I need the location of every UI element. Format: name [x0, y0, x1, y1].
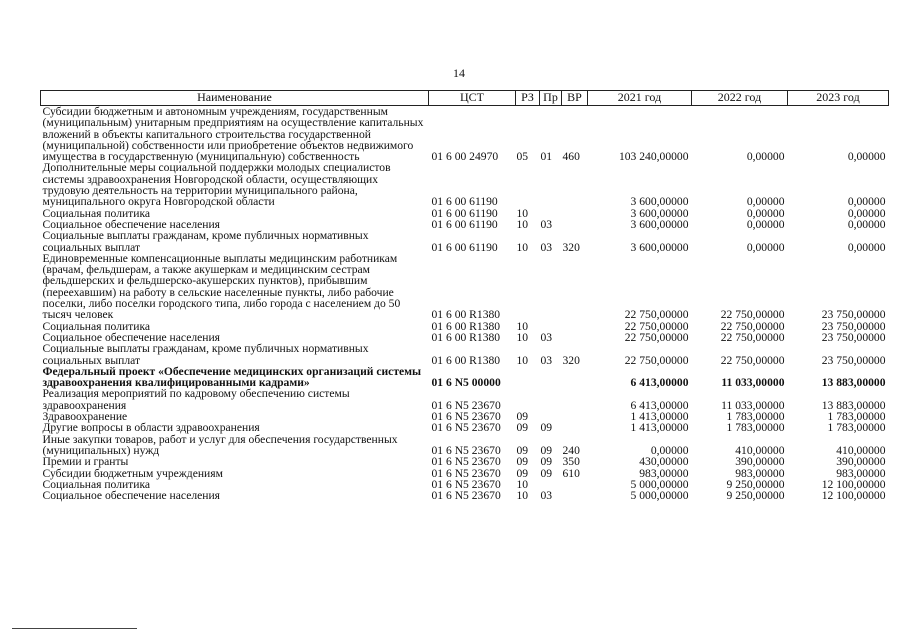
row-vr: 320: [562, 353, 580, 367]
row-amount-2023: 390,00000: [836, 455, 886, 469]
row-pr: [540, 366, 562, 389]
row-amount-2022: 0,00000: [746, 240, 785, 254]
row-amount-2021: 22 750,00000: [624, 319, 689, 333]
row-amount-2021: 0,00000: [650, 443, 689, 457]
table-row: [41, 490, 889, 501]
budget-table: [40, 90, 889, 501]
row-amount-2021: 103 240,00000: [618, 150, 689, 164]
header-2021: 2021 год: [588, 91, 692, 106]
row-vr: [562, 162, 588, 207]
row-rz: 10: [516, 477, 529, 491]
table-row: [41, 366, 889, 389]
row-vr: [562, 366, 588, 389]
row-amount-2023: 23 750,00000: [821, 330, 886, 344]
row-rz: 10: [516, 489, 529, 503]
row-name: Субсидии бюджетным учреждениям: [42, 466, 223, 480]
row-vr: 350: [562, 455, 580, 469]
row-cst: 01 6 00 61190: [431, 217, 498, 231]
table-row: [41, 422, 889, 433]
row-cst: 01 6 00 61190: [431, 240, 498, 254]
row-amount-2022: 9 250,00000: [726, 489, 785, 503]
row-amount-2021: 22 750,00000: [624, 353, 689, 367]
row-vr: [562, 332, 588, 343]
row-cst: 01 6 00 61190: [431, 206, 498, 220]
row-cst: 01 6 00 R1380: [431, 308, 501, 322]
page-number: 14: [453, 66, 465, 80]
row-pr: 03: [540, 330, 553, 344]
row-rz: 09: [516, 421, 529, 435]
header-vr: ВР: [562, 91, 588, 106]
row-name: Единовременные компенсационные выплаты медицинским работникам (врачам, фельдшерам, а также акушеркам и медицинским сестрам фельдшерских и фельдшерско-акушерских пунктов), прибывшим (переехавшим) на работу в сельские населенные пункты, либо рабочие поселки, либо поселки городского типа, либо города с населением до 50 тысяч человек: [42, 251, 401, 322]
row-amount-2022: 410,00000: [735, 443, 785, 457]
row-amount-2022: 0,00000: [746, 206, 785, 220]
row-pr: 03: [540, 489, 553, 503]
table-row: [41, 230, 889, 253]
row-cst: 01 6 N5 23670: [431, 477, 501, 491]
row-rz: [516, 253, 540, 321]
row-vr: [562, 490, 588, 501]
row-name: Социальное обеспечение населения: [42, 489, 221, 503]
table-row: [41, 343, 889, 366]
row-amount-2023: 13 883,00000: [821, 398, 886, 412]
row-amount-2021: 983,00000: [639, 466, 689, 480]
row-amount-2022: 11 033,00000: [721, 376, 785, 390]
row-cst: 01 6 N5 23670: [431, 466, 501, 480]
row-amount-2021: 6 413,00000: [630, 376, 689, 390]
header-cst: ЦСТ: [429, 91, 516, 106]
row-amount-2023: 1 783,00000: [827, 410, 886, 424]
header-pr: Пр: [540, 91, 562, 106]
row-amount-2022: 22 750,00000: [720, 330, 785, 344]
table-header-row: [41, 91, 889, 106]
row-amount-2022: 22 750,00000: [720, 319, 785, 333]
row-pr: 03: [540, 353, 553, 367]
row-rz: 09: [516, 410, 529, 424]
row-pr: [540, 253, 562, 321]
row-amount-2023: 0,00000: [847, 195, 886, 209]
row-cst: 01 6 00 R1380: [431, 319, 501, 333]
row-name: Другие вопросы в области здравоохранения: [42, 421, 260, 435]
row-amount-2023: 13 883,00000: [821, 376, 886, 390]
row-pr: 09: [540, 421, 553, 435]
row-rz: [516, 366, 540, 389]
row-vr: [562, 411, 588, 422]
row-amount-2023: 23 750,00000: [821, 353, 886, 367]
row-pr: [540, 388, 562, 411]
row-name: Реализация мероприятий по кадровому обеспечению системы здравоохранения: [42, 387, 350, 412]
header-2023: 2023 год: [788, 91, 889, 106]
row-rz: 09: [516, 466, 529, 480]
row-vr: [562, 422, 588, 433]
row-rz: 10: [516, 330, 529, 344]
row-name: Дополнительные меры социальной поддержки молодых специалистов системы здравоохранения Новгородской области, осуществляющих трудовую деятельность на территории муниципального района, муниципального округа Новгородской области: [42, 161, 391, 209]
row-amount-2023: 12 100,00000: [821, 477, 886, 491]
row-rz: 10: [516, 217, 529, 231]
row-amount-2022: 22 750,00000: [720, 308, 785, 322]
row-amount-2023: 23 750,00000: [821, 319, 886, 333]
row-amount-2021: 430,00000: [639, 455, 689, 469]
row-amount-2023: 23 750,00000: [821, 308, 886, 322]
row-name: Социальная политика: [42, 477, 151, 491]
header-2022: 2022 год: [692, 91, 788, 106]
row-amount-2022: 0,00000: [746, 195, 785, 209]
row-amount-2022: 0,00000: [746, 217, 785, 231]
row-name: Социальное обеспечение населения: [42, 330, 221, 344]
row-rz: 10: [516, 353, 529, 367]
row-rz: 10: [516, 319, 529, 333]
row-vr: [562, 208, 588, 219]
row-pr: 03: [540, 217, 553, 231]
row-amount-2023: 0,00000: [847, 217, 886, 231]
table-row: [41, 388, 889, 411]
row-name: Федеральный проект «Обеспечение медицинских организаций системы здравоохранения квалифицированными кадрами»: [42, 364, 422, 390]
row-rz: [516, 388, 540, 411]
row-pr: [540, 162, 562, 207]
row-amount-2023: 0,00000: [847, 206, 886, 220]
row-cst: 01 6 N5 23670: [431, 455, 501, 469]
row-vr: [562, 479, 588, 490]
row-pr: 09: [540, 455, 553, 469]
row-pr: 09: [540, 443, 553, 457]
row-cst: 01 6 N5 23670: [431, 489, 501, 503]
row-rz: 05: [516, 150, 529, 164]
row-vr: 460: [562, 150, 580, 164]
row-amount-2022: 22 750,00000: [720, 353, 785, 367]
row-rz: 10: [516, 206, 529, 220]
row-cst: 01 6 N5 23670: [431, 398, 501, 412]
table-row: [41, 106, 889, 163]
row-amount-2021: 5 000,00000: [630, 489, 689, 503]
row-name: Субсидии бюджетным и автономным учреждениям, государственным (муниципальным) унитарным предприятиям на осуществление капитальных вложений в объекты капитального строительства государственной (муниципальной) собственности или приобретение объектов недвижимого имущества в государственную (муниципальную) собственность: [42, 105, 424, 164]
row-name: Социальная политика: [42, 319, 151, 333]
row-amount-2022: 983,00000: [735, 466, 785, 480]
row-name: Социальные выплаты гражданам, кроме публичных нормативных социальных выплат: [42, 229, 369, 254]
row-rz: 09: [516, 455, 529, 469]
row-vr: [562, 253, 588, 321]
header-name: Наименование: [41, 91, 429, 106]
row-pr: 03: [540, 240, 553, 254]
row-amount-2023: 1 783,00000: [827, 421, 886, 435]
row-cst: 01 6 00 24970: [431, 150, 499, 164]
row-amount-2021: 3 600,00000: [630, 206, 689, 220]
footnote-divider: [12, 628, 137, 629]
row-amount-2022: 1 783,00000: [726, 410, 785, 424]
row-amount-2021: 1 413,00000: [630, 410, 689, 424]
row-amount-2021: 22 750,00000: [624, 330, 689, 344]
row-amount-2021: 3 600,00000: [630, 240, 689, 254]
row-pr: 09: [540, 466, 553, 480]
row-amount-2023: 410,00000: [836, 443, 886, 457]
row-name: Социальное обеспечение населения: [42, 217, 221, 231]
row-amount-2023: 0,00000: [847, 240, 886, 254]
row-amount-2022: 11 033,00000: [721, 398, 785, 412]
row-amount-2021: 1 413,00000: [630, 421, 689, 435]
row-amount-2021: 3 600,00000: [630, 217, 689, 231]
row-vr: [562, 388, 588, 411]
header-rz: РЗ: [516, 91, 540, 106]
row-rz: 10: [516, 240, 529, 254]
row-vr: 610: [562, 466, 580, 480]
row-amount-2022: 390,00000: [735, 455, 785, 469]
row-vr: [562, 321, 588, 332]
row-name: Социальная политика: [42, 206, 151, 220]
row-name: Социальные выплаты гражданам, кроме публичных нормативных социальных выплат: [42, 342, 369, 367]
row-amount-2022: 1 783,00000: [726, 421, 785, 435]
row-amount-2022: 9 250,00000: [726, 477, 785, 491]
row-vr: 320: [562, 240, 580, 254]
row-name: Иные закупки товаров, работ и услуг для обеспечения государственных (муниципальных) нужд: [42, 432, 398, 457]
row-name: Здравоохранение: [42, 410, 128, 424]
row-cst: 01 6 00 R1380: [431, 353, 501, 367]
table-row: [41, 162, 889, 207]
row-amount-2023: 983,00000: [836, 466, 886, 480]
table-row: [41, 456, 889, 467]
row-name: Премии и гранты: [42, 455, 129, 469]
table-row: [41, 434, 889, 457]
row-cst: 01 6 N5 23670: [431, 410, 501, 424]
table-body: [41, 106, 889, 502]
row-amount-2023: 0,00000: [847, 150, 886, 164]
row-cst: 01 6 N5 23670: [431, 443, 501, 457]
row-pr: 01: [540, 150, 553, 164]
row-cst: 01 6 00 61190: [431, 195, 498, 209]
row-amount-2021: 22 750,00000: [624, 308, 689, 322]
row-amount-2021: 5 000,00000: [630, 477, 689, 491]
row-amount-2021: 6 413,00000: [630, 398, 689, 412]
row-cst: 01 6 N5 23670: [431, 421, 501, 435]
row-cst: 01 6 N5 00000: [431, 376, 501, 390]
row-amount-2023: 12 100,00000: [821, 489, 886, 503]
row-rz: 09: [516, 443, 529, 457]
row-rz: [516, 162, 540, 207]
row-amount-2021: 3 600,00000: [630, 195, 689, 209]
row-vr: [562, 219, 588, 230]
row-vr: 240: [562, 443, 580, 457]
row-amount-2022: 0,00000: [746, 150, 785, 164]
row-cst: 01 6 00 R1380: [431, 330, 501, 344]
table-row: [41, 253, 889, 321]
